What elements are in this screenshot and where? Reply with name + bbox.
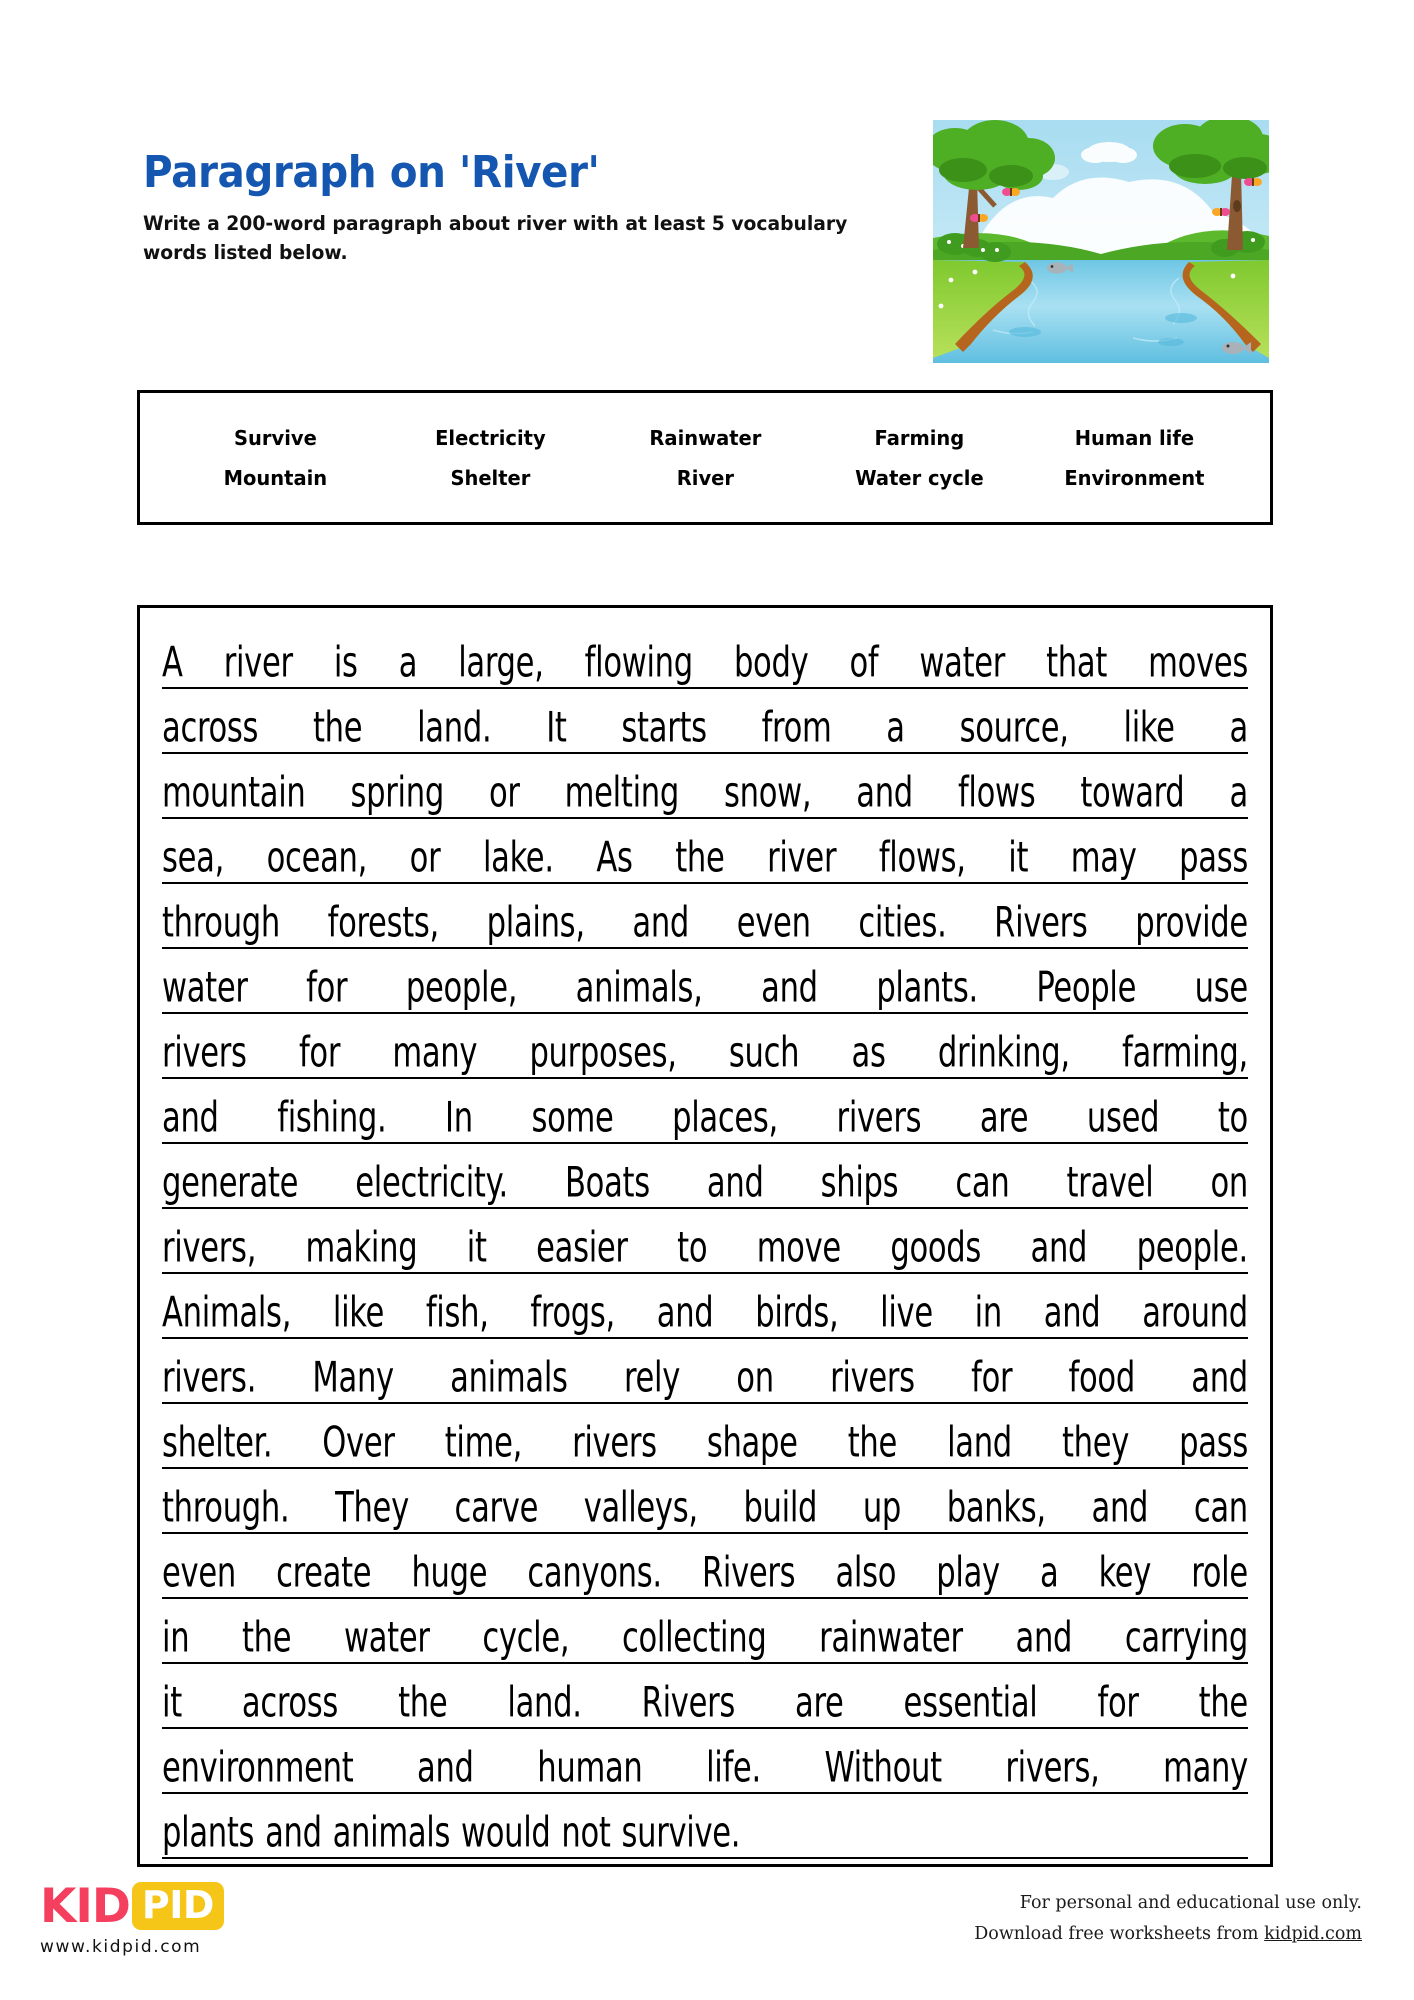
answer-word: food xyxy=(1068,1353,1135,1403)
footer-notice-prefix: Download free worksheets from xyxy=(974,1923,1265,1944)
answer-word: purposes, xyxy=(529,1028,677,1078)
answer-word: banks, xyxy=(946,1483,1046,1533)
answer-word: ocean, xyxy=(266,833,368,883)
answer-word: in xyxy=(974,1288,1002,1338)
answer-word: for xyxy=(1097,1678,1139,1728)
answer-word: and xyxy=(656,1288,714,1338)
answer-line xyxy=(162,884,1248,949)
answer-word: may xyxy=(1070,833,1137,883)
answer-word: like xyxy=(1123,703,1175,753)
header-text-block xyxy=(143,147,923,268)
answer-word: Rivers xyxy=(701,1548,796,1598)
answer-word: rivers xyxy=(836,1093,922,1143)
answer-word: across xyxy=(241,1678,339,1728)
answer-word: farming, xyxy=(1122,1028,1248,1078)
answer-word: and xyxy=(1043,1288,1101,1338)
answer-word: and xyxy=(1030,1223,1088,1273)
answer-word: A xyxy=(162,638,183,688)
answer-word: In xyxy=(445,1093,473,1143)
answer-word: can xyxy=(955,1158,1010,1208)
vocabulary-word: Water cycle xyxy=(855,465,985,490)
answer-word: carve xyxy=(454,1483,539,1533)
paragraph-answer-box xyxy=(137,605,1273,1867)
answer-word: and xyxy=(265,1808,322,1858)
answer-word: through. xyxy=(162,1483,290,1533)
answer-word: people, xyxy=(405,963,518,1013)
answer-word: rivers xyxy=(162,1028,247,1078)
answer-word: ships xyxy=(820,1158,899,1208)
answer-line xyxy=(162,949,1248,1014)
answer-word: some xyxy=(531,1093,614,1143)
answer-word: Animals, xyxy=(162,1288,292,1338)
answer-word: people. xyxy=(1136,1223,1248,1273)
answer-word: travel xyxy=(1066,1158,1154,1208)
answer-word: key xyxy=(1098,1548,1152,1598)
vocabulary-word: Environment xyxy=(1064,465,1205,490)
answer-word: also xyxy=(835,1548,897,1598)
answer-line xyxy=(162,1729,1248,1794)
answer-word: plants xyxy=(162,1808,255,1858)
answer-line xyxy=(162,1794,1248,1859)
answer-word: would xyxy=(461,1808,551,1858)
answer-word: sea, xyxy=(162,833,225,883)
vocabulary-word: Electricity xyxy=(434,425,546,450)
worksheet-header xyxy=(0,0,1414,370)
answer-word: rely xyxy=(623,1353,680,1403)
answer-word: that xyxy=(1046,638,1108,688)
answer-word: or xyxy=(409,833,441,883)
answer-word: the xyxy=(398,1678,448,1728)
vocabulary-word: Rainwater xyxy=(649,425,761,450)
answer-word: the xyxy=(312,703,363,753)
answer-word: a xyxy=(1229,768,1248,818)
answer-word: is xyxy=(333,638,358,688)
kidpid-logo[interactable] xyxy=(40,1878,224,1957)
answer-word: and xyxy=(417,1743,474,1793)
answer-word: mountain xyxy=(162,768,306,818)
answer-word: toward xyxy=(1080,768,1185,818)
vocabulary-word: Survive xyxy=(234,425,317,450)
answer-word: It xyxy=(546,703,567,753)
answer-word: People xyxy=(1036,963,1137,1013)
answer-word: in xyxy=(162,1613,190,1663)
answer-word: valleys, xyxy=(583,1483,698,1533)
answer-word: it xyxy=(466,1223,487,1273)
answer-word: frogs, xyxy=(530,1288,615,1338)
answer-word: like xyxy=(332,1288,385,1338)
logo-row xyxy=(40,1878,224,1934)
answer-word: on xyxy=(1210,1158,1248,1208)
answer-word: land. xyxy=(507,1678,582,1728)
answer-word: shelter. xyxy=(162,1418,273,1468)
answer-word: the xyxy=(847,1418,898,1468)
answer-line xyxy=(162,1534,1248,1599)
answer-word: such xyxy=(728,1028,800,1078)
answer-word: a xyxy=(398,638,418,688)
river-landscape-illustration xyxy=(933,120,1269,363)
answer-line xyxy=(162,689,1248,754)
answer-word: flowing xyxy=(584,638,693,688)
answer-word: moves xyxy=(1148,638,1248,688)
answer-word: shape xyxy=(706,1418,798,1468)
answer-word: the xyxy=(1198,1678,1248,1728)
answer-word: through xyxy=(162,898,281,948)
vocabulary-row xyxy=(168,418,1242,458)
answer-word: body xyxy=(733,638,809,688)
answer-word: river xyxy=(223,638,293,688)
vocabulary-word: Human life xyxy=(1074,425,1195,450)
answer-word: and xyxy=(1015,1613,1073,1663)
answer-word: Rivers xyxy=(994,898,1088,948)
answer-word: many xyxy=(392,1028,478,1078)
answer-word: flows, xyxy=(878,833,966,883)
answer-word: live xyxy=(880,1288,933,1338)
answer-word: cities. xyxy=(858,898,947,948)
answer-word: carrying xyxy=(1124,1613,1248,1663)
answer-word: flows xyxy=(957,768,1036,818)
answer-word: plants. xyxy=(876,963,978,1013)
answer-line xyxy=(162,1664,1248,1729)
logo-website-url: www.kidpid.com xyxy=(40,1937,202,1957)
worksheet-footer xyxy=(0,1870,1414,2000)
answer-word: water xyxy=(162,963,248,1013)
answer-word: cycle, xyxy=(482,1613,570,1663)
answer-word: or xyxy=(488,768,520,818)
answer-word: even xyxy=(736,898,811,948)
answer-word: not xyxy=(561,1808,611,1858)
answer-word: for xyxy=(971,1353,1013,1403)
answer-word: and xyxy=(856,768,913,818)
answer-line xyxy=(162,1079,1248,1144)
answer-word: and xyxy=(632,898,690,948)
answer-line xyxy=(162,1404,1248,1469)
vocabulary-word: Mountain xyxy=(223,465,328,490)
page-title: Paragraph on 'River' xyxy=(143,147,600,198)
answer-word: Boats xyxy=(564,1158,650,1208)
answer-word: animals xyxy=(332,1808,451,1858)
answer-word: to xyxy=(677,1223,708,1273)
answer-word: Rivers xyxy=(641,1678,736,1728)
answer-word: are xyxy=(979,1093,1029,1143)
answer-word: a xyxy=(886,703,905,753)
answer-word: canyons. xyxy=(527,1548,662,1598)
vocabulary-word-bank xyxy=(137,390,1273,525)
answer-word: easier xyxy=(536,1223,628,1273)
answer-word: pass xyxy=(1179,833,1248,883)
kidpid-link[interactable]: kidpid.com xyxy=(1264,1923,1362,1944)
answer-word: drinking, xyxy=(937,1028,1070,1078)
answer-word: many xyxy=(1163,1743,1248,1793)
answer-word: environment xyxy=(162,1743,354,1793)
answer-word: a xyxy=(1229,703,1248,753)
footer-notice-line-2 xyxy=(974,1919,1362,1950)
answer-word: use xyxy=(1194,963,1248,1013)
answer-word: it xyxy=(1008,833,1029,883)
answer-word: generate xyxy=(162,1158,299,1208)
answer-word: move xyxy=(756,1223,841,1273)
answer-line xyxy=(162,1339,1248,1404)
answer-word: from xyxy=(761,703,832,753)
answer-word: of xyxy=(849,638,879,688)
worksheet-instructions: Write a 200-word paragraph about river with at least 5 vocabulary words listed below. xyxy=(143,212,848,265)
answer-word: water xyxy=(919,638,1006,688)
answer-word: rivers xyxy=(830,1353,915,1403)
answer-line xyxy=(162,1014,1248,1079)
answer-word: human xyxy=(537,1743,643,1793)
answer-word: rainwater xyxy=(819,1613,963,1663)
answer-word: starts xyxy=(621,703,707,753)
answer-word: rivers, xyxy=(1005,1743,1100,1793)
answer-line xyxy=(162,1144,1248,1209)
answer-word: they xyxy=(1061,1418,1130,1468)
answer-word: and xyxy=(1191,1353,1248,1403)
answer-word: rivers xyxy=(572,1418,657,1468)
answer-word: used xyxy=(1086,1093,1160,1143)
answer-word: up xyxy=(862,1483,902,1533)
answer-word: land xyxy=(947,1418,1012,1468)
answer-word: water xyxy=(343,1613,430,1663)
vocabulary-word: Farming xyxy=(874,425,965,450)
answer-word: rivers. xyxy=(162,1353,257,1403)
answer-line xyxy=(162,754,1248,819)
answer-word: across xyxy=(162,703,259,753)
answer-word: goods xyxy=(890,1223,982,1273)
answer-line xyxy=(162,1274,1248,1339)
answer-word: Without xyxy=(824,1743,942,1793)
vocabulary-word: Shelter xyxy=(450,465,531,490)
answer-line xyxy=(162,1599,1248,1664)
answer-word: They xyxy=(335,1483,409,1533)
answer-word: role xyxy=(1191,1548,1248,1598)
vocabulary-word: River xyxy=(676,465,734,490)
answer-word: electricity. xyxy=(355,1158,508,1208)
answer-word: life. xyxy=(706,1743,761,1793)
answer-word: essential xyxy=(903,1678,1038,1728)
answer-word: it xyxy=(162,1678,182,1728)
answer-word: and xyxy=(1091,1483,1149,1533)
answer-word: a xyxy=(1039,1548,1059,1598)
answer-word: Over xyxy=(322,1418,395,1468)
answer-word: Many xyxy=(312,1353,394,1403)
answer-word: pass xyxy=(1179,1418,1248,1468)
answer-word: fish, xyxy=(425,1288,489,1338)
answer-word: rivers, xyxy=(162,1223,257,1273)
answer-word: can xyxy=(1193,1483,1248,1533)
answer-word: to xyxy=(1217,1093,1248,1143)
answer-word: fishing. xyxy=(277,1093,387,1143)
answer-word: places, xyxy=(672,1093,778,1143)
footer-notice-line-1: For personal and educational use only. xyxy=(1019,1893,1362,1913)
answer-word: As xyxy=(596,833,633,883)
answer-word: collecting xyxy=(621,1613,767,1663)
answer-word: plains, xyxy=(486,898,585,948)
answer-word: animals, xyxy=(575,963,703,1013)
answer-line xyxy=(162,1209,1248,1274)
answer-word: are xyxy=(795,1678,844,1728)
answer-word: source, xyxy=(959,703,1069,753)
answer-word: huge xyxy=(411,1548,488,1598)
answer-line xyxy=(162,624,1248,689)
answer-word: for xyxy=(298,1028,341,1078)
answer-word: the xyxy=(241,1613,292,1663)
answer-word: animals xyxy=(450,1353,568,1403)
answer-word: birds, xyxy=(755,1288,839,1338)
answer-word: forests, xyxy=(327,898,439,948)
river-scene-svg xyxy=(933,120,1269,363)
answer-word: create xyxy=(276,1548,372,1598)
answer-word: and xyxy=(162,1093,219,1143)
answer-word: and xyxy=(761,963,818,1013)
answer-word: play xyxy=(936,1548,1000,1598)
vocabulary-row xyxy=(168,458,1242,498)
answer-word: and xyxy=(706,1158,764,1208)
answer-word: making xyxy=(305,1223,418,1273)
answer-word: on xyxy=(736,1353,774,1403)
answer-word: melting xyxy=(564,768,679,818)
answer-word: spring xyxy=(350,768,444,818)
footer-notice xyxy=(974,1888,1362,1949)
answer-word: around xyxy=(1142,1288,1248,1338)
logo-kid-text: KID xyxy=(40,1878,130,1934)
answer-word: land. xyxy=(417,703,492,753)
answer-word: large, xyxy=(458,638,544,688)
logo-pid-badge: PID xyxy=(132,1882,224,1930)
answer-word: the xyxy=(675,833,725,883)
answer-word: for xyxy=(306,963,348,1013)
answer-word: river xyxy=(767,833,837,883)
answer-word: snow, xyxy=(723,768,812,818)
answer-word: time, xyxy=(444,1418,523,1468)
answer-word: even xyxy=(162,1548,236,1598)
answer-word: lake. xyxy=(482,833,554,883)
answer-word: survive. xyxy=(621,1808,741,1858)
answer-lines-container xyxy=(162,624,1248,1859)
answer-word: as xyxy=(851,1028,886,1078)
answer-word: provide xyxy=(1135,898,1248,948)
answer-word: build xyxy=(743,1483,818,1533)
answer-line xyxy=(162,819,1248,884)
answer-line xyxy=(162,1469,1248,1534)
